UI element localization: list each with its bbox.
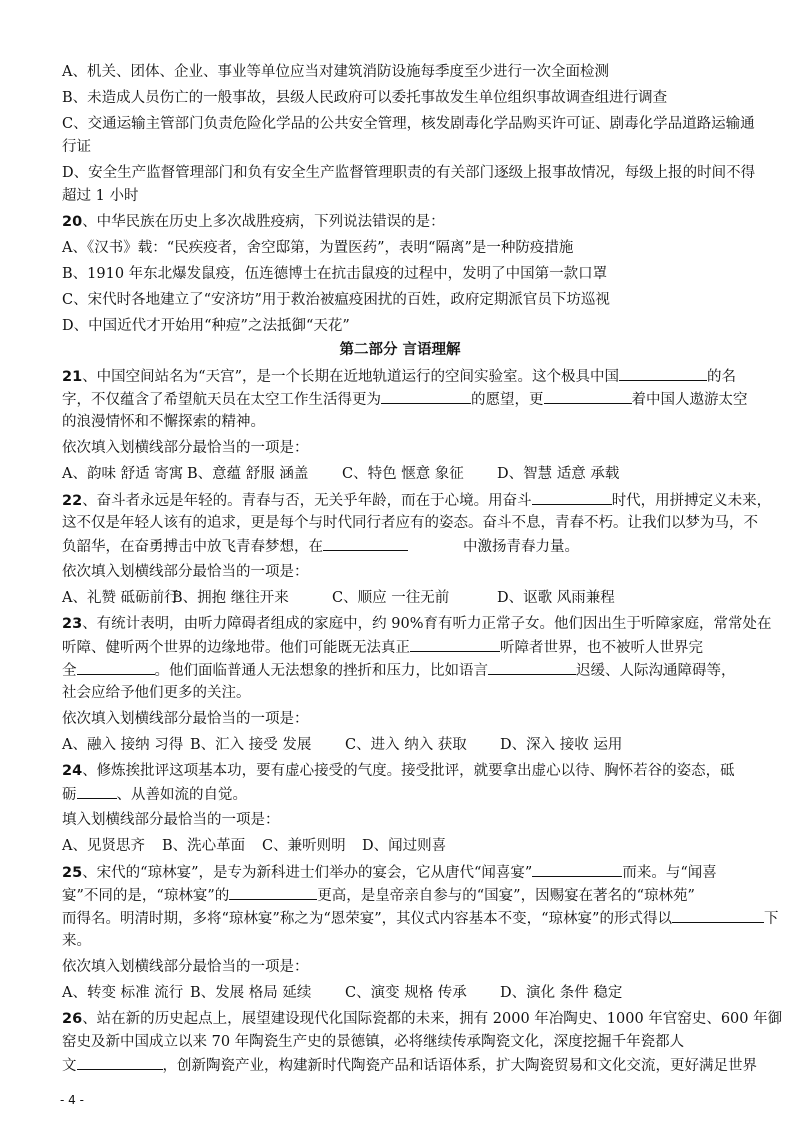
question-text: 砺 bbox=[62, 787, 77, 803]
question-number: 23 bbox=[62, 616, 83, 632]
question-text: 、中国空间站名为“天宫”，是一个长期在近地轨道运行的空间实验室。这个极具中国 bbox=[82, 369, 620, 385]
blank-line bbox=[381, 389, 471, 404]
q22-options bbox=[62, 588, 752, 608]
q19-option-b: B、未造成人员伤亡的一般事故，县级人民政府可以委托事故发生单位组织事故调查组进行调查 bbox=[62, 90, 668, 106]
q25-line3 bbox=[62, 908, 779, 929]
option-a[interactable]: A、融入 接纳 习得 bbox=[62, 737, 184, 753]
question-text: 听障者世界，也不被听人世界完 bbox=[500, 640, 703, 656]
option-d[interactable]: D、演化 条件 稳定 bbox=[500, 985, 623, 1001]
question-text: 而得名。明清时期，多将“琼林宴”称之为“恩荣宴”，其仪式内容基本不变，“琼林宴”的形式得以 bbox=[62, 911, 672, 927]
section-heading: 第二部分 言语理解 bbox=[339, 342, 461, 358]
blank-line bbox=[488, 660, 576, 675]
option-b[interactable]: B、洗心革面 bbox=[162, 838, 246, 854]
q21-line1 bbox=[62, 366, 752, 387]
option-a[interactable]: A、韵味 舒适 寄寓 bbox=[62, 466, 184, 482]
q24-line2 bbox=[62, 784, 752, 805]
q25-line2 bbox=[62, 885, 752, 906]
option-c[interactable]: C、顺应 一往无前 bbox=[332, 590, 450, 606]
q21-line3: 的浪漫情怀和不懈探索的精神。 bbox=[62, 414, 265, 430]
question-text: 宴”不同的是，“琼林宴”的 bbox=[62, 888, 230, 904]
question-text: 而来。与“闻喜 bbox=[622, 865, 717, 881]
blank-line bbox=[672, 908, 764, 923]
question-text: 更高，是皇帝亲自参与的“国宴”，因赐宴在著名的“琼林苑” bbox=[317, 888, 695, 904]
q22-line3 bbox=[62, 536, 752, 557]
question-text: 负韶华，在奋勇搏击中放飞青春梦想，在 bbox=[62, 539, 323, 555]
option-b[interactable]: B、汇入 接受 发展 bbox=[190, 737, 312, 753]
question-text: 听障、健听两个世界的边缘地带。他们可能既无法真正 bbox=[62, 640, 410, 656]
q19-option-d-line2: 超过 1 小时 bbox=[62, 188, 139, 204]
q24-line1 bbox=[62, 761, 752, 781]
option-d[interactable]: D、讴歌 风雨兼程 bbox=[497, 590, 615, 606]
q22-line1 bbox=[62, 490, 772, 511]
question-text: 文 bbox=[62, 1058, 77, 1074]
question-text: ，创新陶瓷产业，构建新时代陶瓷产品和话语体系，扩大陶瓷贸易和文化交流，更好满足世界 bbox=[162, 1058, 757, 1074]
blank-line bbox=[229, 885, 317, 900]
question-text: 、站在新的历史起点上，展望建设现代化国际瓷都的未来，拥有 2000 年冶陶史、1000 年官窑史、600 年御 bbox=[82, 1011, 783, 1027]
q22-prompt: 依次填入划横线部分最恰当的一项是： bbox=[62, 564, 309, 580]
q21-line2 bbox=[62, 389, 752, 410]
question-text: 着中国人遨游太空 bbox=[631, 392, 748, 408]
question-number: 21 bbox=[62, 369, 83, 385]
q19-option-c-line2: 行证 bbox=[62, 139, 91, 155]
q20-option-b: B、1910 年东北爆发鼠疫，伍连德博士在抗击鼠疫的过程中，发明了中国第一款口罩 bbox=[62, 266, 608, 282]
question-number: 25 bbox=[62, 865, 83, 881]
question-text: 、从善如流的自觉。 bbox=[116, 787, 247, 803]
q26-line3 bbox=[62, 1055, 757, 1076]
blank-line bbox=[619, 366, 707, 381]
option-a[interactable]: A、转变 标准 流行 bbox=[62, 985, 184, 1001]
q26-line2: 窑史及新中国成立以来 70 年陶瓷生产史的景德镇，必将继续传承陶瓷文化，深度挖掘千年瓷都人 bbox=[62, 1034, 685, 1050]
option-d[interactable]: D、智慧 适意 承载 bbox=[497, 466, 620, 482]
blank-line bbox=[77, 660, 155, 675]
question-text: 。他们面临普通人无法想象的挫折和压力，比如语言 bbox=[154, 663, 488, 679]
option-c[interactable]: C、兼听则明 bbox=[262, 838, 346, 854]
q23-line4: 社会应给予他们更多的关注。 bbox=[62, 685, 251, 701]
option-d[interactable]: D、闻过则喜 bbox=[362, 838, 447, 854]
q25-prompt: 依次填入划横线部分最恰当的一项是： bbox=[62, 959, 309, 975]
q24-prompt: 填入划横线部分最恰当的一项是： bbox=[62, 812, 280, 828]
q23-line3 bbox=[62, 660, 752, 681]
question-number: 22 bbox=[62, 493, 83, 509]
blank-line bbox=[544, 389, 632, 404]
option-d[interactable]: D、深入 接收 运用 bbox=[500, 737, 623, 753]
option-c[interactable]: C、进入 纳入 获取 bbox=[345, 737, 467, 753]
question-text: 、中华民族在历史上多次战胜疫病，下列说法错误的是： bbox=[82, 214, 445, 230]
option-b[interactable]: B、意蕴 舒服 涵盖 bbox=[187, 466, 309, 482]
q23-options bbox=[62, 735, 752, 755]
question-text: 、宋代的“琼林宴”，是专为新科进士们举办的宴会，它从唐代“闻喜宴” bbox=[82, 865, 533, 881]
option-a[interactable]: A、见贤思齐 bbox=[62, 838, 145, 854]
q19-option-a: A、机关、团体、企业、事业等单位应当对建筑消防设施每季度至少进行一次全面检测 bbox=[62, 64, 609, 80]
q26-line1 bbox=[62, 1009, 783, 1029]
question-number: 26 bbox=[62, 1011, 83, 1027]
question-text: 、修炼挨批评这项基本功，要有虚心接受的气度。接受批评，就要拿出虚心以待、胸怀若谷的姿态，砥 bbox=[82, 763, 735, 779]
q23-prompt: 依次填入划横线部分最恰当的一项是： bbox=[62, 711, 309, 727]
question-number: 24 bbox=[62, 763, 83, 779]
question-text: 全 bbox=[62, 663, 77, 679]
question-text: 的愿望，更 bbox=[471, 392, 544, 408]
page-number: - 4 - bbox=[60, 1093, 84, 1107]
q20-option-c: C、宋代时各地建立了“安济坊”用于救治被瘟疫困扰的百姓，政府定期派官员下坊巡视 bbox=[62, 292, 610, 308]
q25-options bbox=[62, 983, 752, 1003]
blank-line bbox=[532, 490, 612, 505]
blank-line bbox=[410, 637, 500, 652]
option-b[interactable]: B、发展 格局 延续 bbox=[190, 985, 312, 1001]
blank-line bbox=[77, 1055, 163, 1070]
q23-line2 bbox=[62, 637, 752, 658]
blank-line bbox=[532, 862, 622, 877]
q20-option-d: D、中国近代才开始用“种痘”之法抵御“天花” bbox=[62, 318, 350, 334]
question-text: 时代，用拼搏定义未来， bbox=[611, 493, 772, 509]
q25-line4: 来。 bbox=[62, 933, 91, 949]
option-c[interactable]: C、演变 规格 传承 bbox=[345, 985, 467, 1001]
option-a[interactable]: A、礼赞 砥砺前行 bbox=[62, 590, 179, 606]
question-text: 字，不仅蕴含了希望航天员在太空工作生活得更为 bbox=[62, 392, 381, 408]
question-text: 、奋斗者永远是年轻的。青春与否，无关乎年龄，而在于心境。用奋斗 bbox=[82, 493, 532, 509]
q25-line1 bbox=[62, 862, 752, 883]
q20-stem bbox=[62, 212, 752, 232]
q21-options bbox=[62, 464, 752, 484]
question-text: 的名 bbox=[707, 369, 737, 385]
q24-options bbox=[62, 836, 752, 856]
option-c[interactable]: C、特色 惬意 象征 bbox=[342, 466, 464, 482]
blank-line bbox=[77, 784, 117, 799]
question-text: 中激扬青春力量。 bbox=[463, 539, 579, 555]
q21-prompt: 依次填入划横线部分最恰当的一项是： bbox=[62, 440, 309, 456]
question-text: 、有统计表明，由听力障碍者组成的家庭中，约 90%育有听力正常子女。他们因出生于听障家庭，常常处在 bbox=[82, 616, 772, 632]
question-text: 迟缓、人际沟通障碍等， bbox=[576, 663, 736, 679]
q20-option-a: A、《汉书》载：“民疾疫者，舍空邸第，为置医药”，表明“隔离”是一种防疫措施 bbox=[62, 240, 574, 256]
blank-line bbox=[323, 536, 408, 551]
q19-option-d-line1: D、安全生产监督管理部门和负有安全生产监督管理职责的有关部门逐级上报事故情况，每级上报的时间不得 bbox=[62, 165, 756, 181]
option-b[interactable]: B、拥抱 继往开来 bbox=[172, 590, 289, 606]
q23-line1 bbox=[62, 614, 772, 634]
question-number: 20 bbox=[62, 214, 83, 230]
q22-line2: 这不仅是年轻人该有的追求，更是每个与时代同行者应有的姿态。奋斗不息，青春不朽。让我们以梦为马，不 bbox=[62, 515, 758, 531]
q19-option-c-line1: C、交通运输主管部门负责危险化学品的公共安全管理，核发剧毒化学品购买许可证、剧毒化学品道路运输通 bbox=[62, 116, 755, 132]
question-text: 下 bbox=[763, 911, 779, 927]
